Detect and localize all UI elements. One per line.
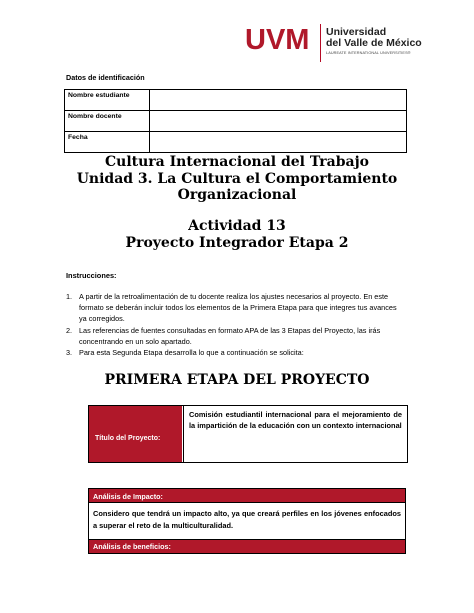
project-title: Proyecto Integrador Etapa 2 [125, 234, 349, 251]
course-title-block [44, 154, 430, 204]
activity-title-block [44, 218, 430, 251]
identification-table [64, 89, 407, 153]
benefits-analysis-label: Análisis de beneficios: [88, 540, 406, 554]
student-name-label: Nombre estudiante [65, 90, 150, 111]
list-text: Las referencias de fuentes consultadas en formato APA de las 3 Etapas del Proyecto, las irás concentrando en un solo apartado. [79, 325, 381, 346]
impact-analysis-label: Análisis de Impacto: [88, 488, 406, 502]
course-title: Cultura Internacional del Trabajo [105, 154, 369, 170]
identification-label: Datos de identificación [66, 73, 145, 82]
uvm-logo-text: UVM [245, 25, 310, 53]
list-number: 2. [66, 325, 73, 335]
university-name-line1: Universidad [326, 26, 387, 38]
list-item [66, 325, 406, 347]
university-name-line2: del Valle de México [326, 37, 422, 49]
list-item [66, 347, 406, 358]
table-row [65, 132, 407, 153]
project-title-table [88, 405, 408, 463]
list-text: Para esta Segunda Etapa desarrolla lo que a continuación se solicita: [79, 348, 304, 358]
logo-divider [320, 24, 321, 62]
university-tagline: LAUREATE INTERNATIONAL UNIVERSITIES® [326, 51, 411, 55]
project-title-label: Título del Proyecto: [95, 435, 161, 442]
instructions-list [66, 291, 406, 358]
impact-analysis-value: Considero que tendrá un impacto alto, ya que creará perfiles en los jóvenes enfocados a superar el reto de la multiculturalidad. [88, 502, 406, 540]
date-label: Fecha [65, 132, 150, 153]
list-number: 3. [66, 348, 73, 358]
unit-title-cont: Organizacional [177, 187, 297, 203]
uvm-logo [245, 25, 317, 53]
unit-title: Unidad 3. La Cultura el Comportamiento [76, 170, 398, 187]
list-number: 1. [66, 292, 73, 301]
section-title: PRIMERA ETAPA DEL PROYECTO [104, 372, 370, 388]
list-item [66, 291, 406, 325]
activity-title: Actividad 13 [188, 218, 286, 234]
project-title-label-cell [89, 406, 182, 462]
teacher-name-field[interactable] [150, 111, 407, 132]
teacher-name-label: Nombre docente [65, 111, 150, 132]
table-row [65, 111, 407, 132]
list-text: A partir de la retroalimentación de tu docente realiza los ajustes necesarios al proyecto. En este formato se deberán incluir todos los elementos de la Primera Etapa para que integres tus avances ya corregidos. [79, 292, 397, 324]
project-title-value: Comisión estudiantil internacional para el mejoramiento de la impartición de la educación con un contexto internacional [183, 406, 407, 462]
instructions-heading: Instrucciones: [66, 271, 117, 280]
date-field[interactable] [150, 132, 407, 153]
table-row [65, 90, 407, 111]
student-name-field[interactable] [150, 90, 407, 111]
